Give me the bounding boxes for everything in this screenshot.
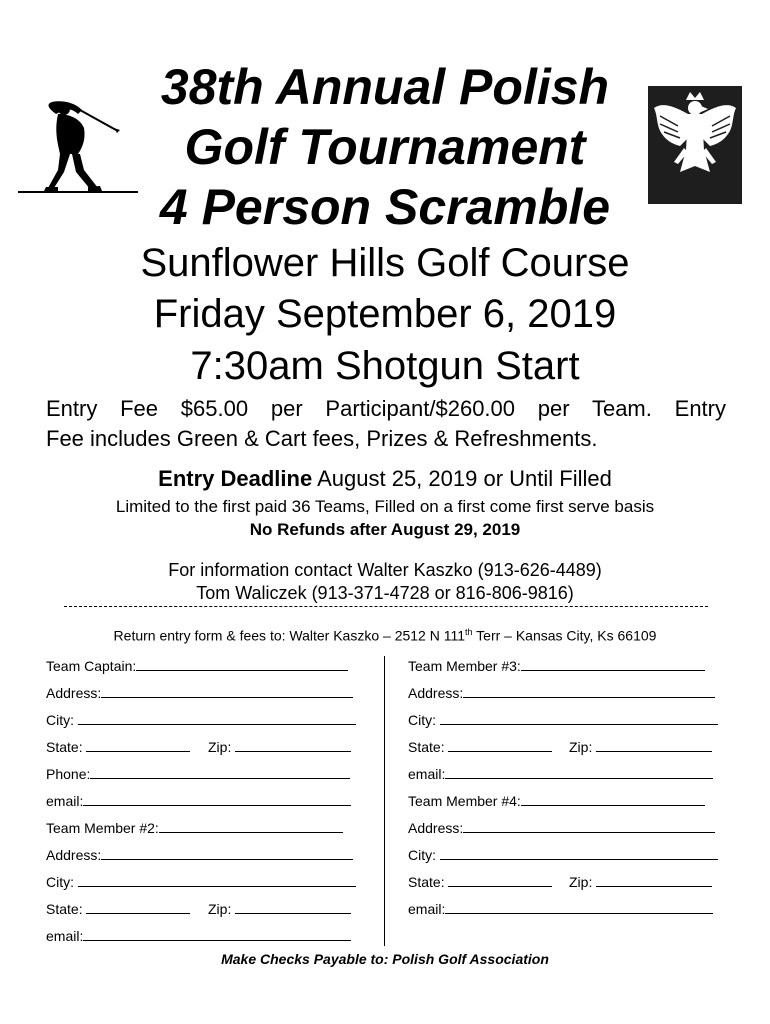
no-refunds-text: No Refunds after August 29, 2019 (249, 520, 521, 539)
team-limit-text: Limited to the first paid 36 Teams, Filled on a first come first serve basis (115, 497, 655, 516)
polish-eagle-emblem-icon (648, 86, 742, 204)
cut-line-divider (64, 606, 708, 607)
return-address-prefix: Return entry form & fees to: Walter Kaszko – 2512 N 111 (113, 627, 466, 644)
venue-text: Sunflower Hills Golf Course (140, 241, 630, 285)
address-label: Address: (46, 847, 102, 863)
captain-city-field[interactable] (46, 711, 356, 729)
member-3-city-field[interactable] (408, 711, 718, 729)
member-3-zip-field[interactable] (569, 738, 712, 756)
team-member-2-label: Team Member #2: (46, 820, 159, 836)
captain-state-field[interactable] (46, 738, 190, 756)
team-member-3-field[interactable] (408, 657, 705, 675)
contact-line-1: For information contact Walter Kaszko (913-626-4489) (168, 560, 602, 580)
city-label: City: (408, 847, 436, 863)
city-label: City: (46, 712, 74, 728)
zip-label: Zip: (208, 901, 232, 917)
captain-zip-field[interactable] (208, 738, 351, 756)
form-column-separator (384, 656, 385, 946)
member-4-zip-field[interactable] (569, 873, 712, 891)
title-line-1: 38th Annual Polish (160, 59, 610, 115)
zip-label: Zip: (569, 739, 593, 755)
entry-fee-line-2: Fee includes Green & Cart fees, Prizes & Refreshments. (46, 426, 598, 451)
member-4-city-field[interactable] (408, 846, 718, 864)
team-captain-field[interactable] (46, 657, 348, 675)
state-label: State: (408, 874, 445, 890)
member-4-state-field[interactable] (408, 873, 552, 891)
city-label: City: (408, 712, 436, 728)
entry-fee-line-1: Entry Fee $65.00 per Participant/$260.00 per Team. Entry (46, 396, 726, 421)
member-4-address-field[interactable] (408, 819, 715, 837)
team-member-4-label: Team Member #4: (408, 793, 521, 809)
return-address-sup: th (465, 627, 473, 637)
entry-deadline (0, 465, 770, 493)
member-3-address-field[interactable] (408, 684, 715, 702)
entry-deadline-label: Entry Deadline (158, 466, 313, 491)
member-3-email-field[interactable] (408, 765, 713, 783)
email-label: email: (46, 793, 84, 809)
team-member-3-label: Team Member #3: (408, 658, 521, 674)
email-label: email: (46, 928, 84, 944)
return-address (0, 622, 770, 646)
checks-payable-text: Make Checks Payable to: Polish Golf Association (221, 951, 549, 967)
state-label: State: (46, 739, 83, 755)
member-4-email-field[interactable] (408, 900, 713, 918)
team-captain-label: Team Captain: (46, 658, 137, 674)
captain-email-field[interactable] (46, 792, 351, 810)
date-text: Friday September 6, 2019 (153, 292, 617, 336)
captain-phone-field[interactable] (46, 765, 350, 783)
zip-label: Zip: (208, 739, 232, 755)
address-label: Address: (408, 820, 464, 836)
title-line-2: Golf Tournament (184, 119, 586, 175)
phone-label: Phone: (46, 766, 91, 782)
entry-deadline-text: August 25, 2019 or Until Filled (312, 466, 612, 491)
zip-label: Zip: (569, 874, 593, 890)
team-member-2-field[interactable] (46, 819, 343, 837)
captain-address-field[interactable] (46, 684, 353, 702)
contact-line-2: Tom Waliczek (913-371-4728 or 816-806-9816) (196, 583, 574, 603)
start-text: 7:30am Shotgun Start (190, 344, 580, 388)
email-label: email: (408, 901, 446, 917)
member-3-state-field[interactable] (408, 738, 552, 756)
member-2-email-field[interactable] (46, 927, 351, 945)
state-label: State: (46, 901, 83, 917)
member-2-address-field[interactable] (46, 846, 353, 864)
return-address-suffix: Terr – Kansas City, Ks 66109 (472, 627, 657, 644)
city-label: City: (46, 874, 74, 890)
title-line-3: 4 Person Scramble (159, 179, 611, 235)
email-label: email: (408, 766, 446, 782)
member-2-state-field[interactable] (46, 900, 190, 918)
member-2-zip-field[interactable] (208, 900, 351, 918)
member-2-city-field[interactable] (46, 873, 356, 891)
state-label: State: (408, 739, 445, 755)
address-label: Address: (408, 685, 464, 701)
team-member-4-field[interactable] (408, 792, 705, 810)
address-label: Address: (46, 685, 102, 701)
